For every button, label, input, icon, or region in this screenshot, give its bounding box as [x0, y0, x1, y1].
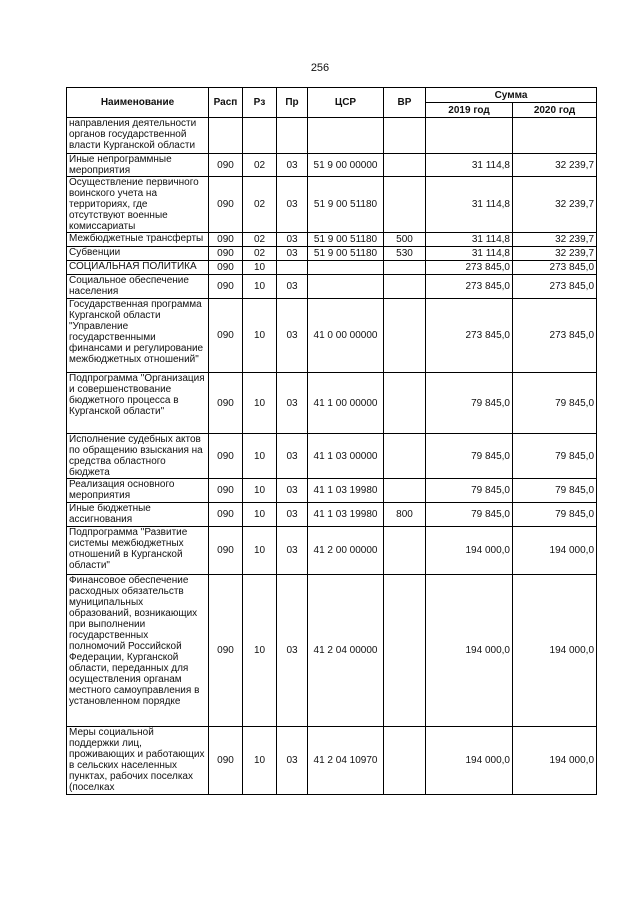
- table-row: [67, 299, 597, 373]
- row-vr: 800: [384, 503, 426, 527]
- row-rasp: 090: [209, 233, 243, 247]
- row-name: СОЦИАЛЬНАЯ ПОЛИТИКА: [67, 261, 209, 275]
- row-sum-2020: 194 000,0: [513, 575, 597, 727]
- row-rz: 02: [243, 154, 277, 177]
- header-rz: Рз: [243, 88, 277, 118]
- row-csr: 41 1 03 19980: [308, 503, 384, 527]
- row-rasp: 090: [209, 247, 243, 261]
- row-vr: [384, 118, 426, 154]
- header-sum: Сумма: [426, 88, 597, 103]
- row-rasp: [209, 118, 243, 154]
- row-name: Иные непрограммные мероприятия: [67, 154, 209, 177]
- row-name: Исполнение судебных актов по обращению взыскания на средства областного бюджета: [67, 434, 209, 479]
- row-pr: 03: [277, 275, 308, 299]
- row-name: Подпрограмма "Организация и совершенствование бюджетного процесса в Курганской области": [67, 373, 209, 434]
- row-sum-2019: 194 000,0: [426, 727, 513, 795]
- row-name: Субвенции: [67, 247, 209, 261]
- row-rasp: 090: [209, 177, 243, 233]
- row-name: Государственная программа Курганской области "Управление государственными финансами и регулирование межбюджетных отношений": [67, 299, 209, 373]
- row-name: Осуществление первичного воинского учета на территориях, где отсутствуют военные комиссариаты: [67, 177, 209, 233]
- row-csr: 51 9 00 51180: [308, 233, 384, 247]
- row-sum-2020: 32 239,7: [513, 247, 597, 261]
- row-name: Подпрограмма "Развитие системы межбюджетных отношений в Курганской области": [67, 527, 209, 575]
- header-rasp: Расп: [209, 88, 243, 118]
- table-row: [67, 373, 597, 434]
- row-csr: 51 9 00 51180: [308, 247, 384, 261]
- row-csr: 41 0 00 00000: [308, 299, 384, 373]
- row-sum-2019: [426, 118, 513, 154]
- row-csr: 51 9 00 51180: [308, 177, 384, 233]
- row-rasp: 090: [209, 299, 243, 373]
- row-sum-2020: 194 000,0: [513, 527, 597, 575]
- row-sum-2019: 273 845,0: [426, 299, 513, 373]
- row-pr: 03: [277, 479, 308, 503]
- row-sum-2019: 31 114,8: [426, 247, 513, 261]
- row-sum-2020: 79 845,0: [513, 503, 597, 527]
- table-row: [67, 575, 597, 727]
- row-rasp: 090: [209, 275, 243, 299]
- row-rasp: 090: [209, 154, 243, 177]
- header-csr: ЦСР: [308, 88, 384, 118]
- row-sum-2019: 31 114,8: [426, 154, 513, 177]
- row-rz: 10: [243, 299, 277, 373]
- row-csr: 41 2 00 00000: [308, 527, 384, 575]
- row-rz: 10: [243, 261, 277, 275]
- row-sum-2019: 273 845,0: [426, 275, 513, 299]
- page-number: 256: [310, 62, 330, 74]
- table-row: [67, 727, 597, 795]
- row-rasp: 090: [209, 527, 243, 575]
- row-sum-2020: 32 239,7: [513, 154, 597, 177]
- row-name: Финансовое обеспечение расходных обязательств муниципальных образований, возникающих при выполнении государственных полномочий Российской Федерации, Курганской области, переданных для осуществления органам местного самоуправления в установленном порядке: [67, 575, 209, 727]
- row-rz: 02: [243, 233, 277, 247]
- row-sum-2019: 79 845,0: [426, 503, 513, 527]
- row-csr: 41 2 04 10970: [308, 727, 384, 795]
- table-row: [67, 503, 597, 527]
- row-sum-2020: [513, 118, 597, 154]
- row-vr: [384, 299, 426, 373]
- table-row: [67, 479, 597, 503]
- row-rz: 02: [243, 247, 277, 261]
- row-sum-2020: 273 845,0: [513, 299, 597, 373]
- row-csr: 41 1 00 00000: [308, 373, 384, 434]
- header-name: Наименование: [67, 88, 209, 118]
- row-pr: [277, 261, 308, 275]
- row-vr: [384, 575, 426, 727]
- row-vr: 530: [384, 247, 426, 261]
- row-vr: [384, 727, 426, 795]
- row-vr: [384, 479, 426, 503]
- row-rz: 10: [243, 434, 277, 479]
- header-pr: Пр: [277, 88, 308, 118]
- table-row: [67, 275, 597, 299]
- row-name: Межбюджетные трансферты: [67, 233, 209, 247]
- row-vr: [384, 434, 426, 479]
- row-rasp: 090: [209, 434, 243, 479]
- table-row: [67, 233, 597, 247]
- row-rz: 10: [243, 275, 277, 299]
- row-pr: 03: [277, 233, 308, 247]
- row-pr: 03: [277, 373, 308, 434]
- row-sum-2019: 194 000,0: [426, 575, 513, 727]
- row-sum-2019: 273 845,0: [426, 261, 513, 275]
- row-rasp: 090: [209, 503, 243, 527]
- row-pr: 03: [277, 154, 308, 177]
- row-rz: 10: [243, 527, 277, 575]
- row-name: Социальное обеспечение населения: [67, 275, 209, 299]
- row-rasp: 090: [209, 373, 243, 434]
- row-rz: [243, 118, 277, 154]
- row-name: направления деятельности органов государственной власти Курганской области: [67, 118, 209, 154]
- table-row: [67, 247, 597, 261]
- row-csr: 41 1 03 19980: [308, 479, 384, 503]
- row-vr: [384, 154, 426, 177]
- row-csr: 41 2 04 00000: [308, 575, 384, 727]
- row-pr: 03: [277, 503, 308, 527]
- table-row: [67, 527, 597, 575]
- row-vr: [384, 527, 426, 575]
- row-sum-2019: 31 114,8: [426, 177, 513, 233]
- row-sum-2019: 79 845,0: [426, 479, 513, 503]
- table-row: [67, 434, 597, 479]
- row-rz: 02: [243, 177, 277, 233]
- row-sum-2020: 79 845,0: [513, 434, 597, 479]
- row-sum-2020: 32 239,7: [513, 177, 597, 233]
- row-csr: 41 1 03 00000: [308, 434, 384, 479]
- row-vr: [384, 275, 426, 299]
- row-rasp: 090: [209, 261, 243, 275]
- header-2020: 2020 год: [513, 103, 597, 118]
- row-sum-2020: 79 845,0: [513, 373, 597, 434]
- header-2019: 2019 год: [426, 103, 513, 118]
- row-pr: 03: [277, 247, 308, 261]
- row-vr: [384, 373, 426, 434]
- row-vr: [384, 177, 426, 233]
- row-name: Иные бюджетные ассигнования: [67, 503, 209, 527]
- table-body: [67, 118, 597, 795]
- row-pr: [277, 118, 308, 154]
- row-sum-2020: 194 000,0: [513, 727, 597, 795]
- row-name: Реализация основного мероприятия: [67, 479, 209, 503]
- row-sum-2019: 194 000,0: [426, 527, 513, 575]
- row-csr: [308, 275, 384, 299]
- row-sum-2019: 79 845,0: [426, 434, 513, 479]
- budget-table: [66, 87, 597, 795]
- row-rasp: 090: [209, 727, 243, 795]
- table-row: [67, 118, 597, 154]
- row-sum-2020: 32 239,7: [513, 233, 597, 247]
- row-sum-2020: 273 845,0: [513, 275, 597, 299]
- row-pr: 03: [277, 527, 308, 575]
- row-csr: [308, 261, 384, 275]
- row-name: Меры социальной поддержки лиц, проживающих и работающих в сельских населенных пунктах, рабочих поселках (поселках: [67, 727, 209, 795]
- row-rz: 10: [243, 479, 277, 503]
- row-rz: 10: [243, 373, 277, 434]
- header-vr: ВР: [384, 88, 426, 118]
- row-vr: [384, 261, 426, 275]
- row-sum-2020: 79 845,0: [513, 479, 597, 503]
- row-pr: 03: [277, 434, 308, 479]
- row-rasp: 090: [209, 479, 243, 503]
- row-pr: 03: [277, 727, 308, 795]
- row-csr: [308, 118, 384, 154]
- row-pr: 03: [277, 299, 308, 373]
- row-csr: 51 9 00 00000: [308, 154, 384, 177]
- row-rz: 10: [243, 575, 277, 727]
- row-rasp: 090: [209, 575, 243, 727]
- row-rz: 10: [243, 727, 277, 795]
- table-row: [67, 154, 597, 177]
- row-pr: 03: [277, 575, 308, 727]
- row-pr: 03: [277, 177, 308, 233]
- row-sum-2019: 79 845,0: [426, 373, 513, 434]
- table-row: [67, 177, 597, 233]
- row-vr: 500: [384, 233, 426, 247]
- row-sum-2019: 31 114,8: [426, 233, 513, 247]
- table-row: [67, 261, 597, 275]
- row-sum-2020: 273 845,0: [513, 261, 597, 275]
- row-rz: 10: [243, 503, 277, 527]
